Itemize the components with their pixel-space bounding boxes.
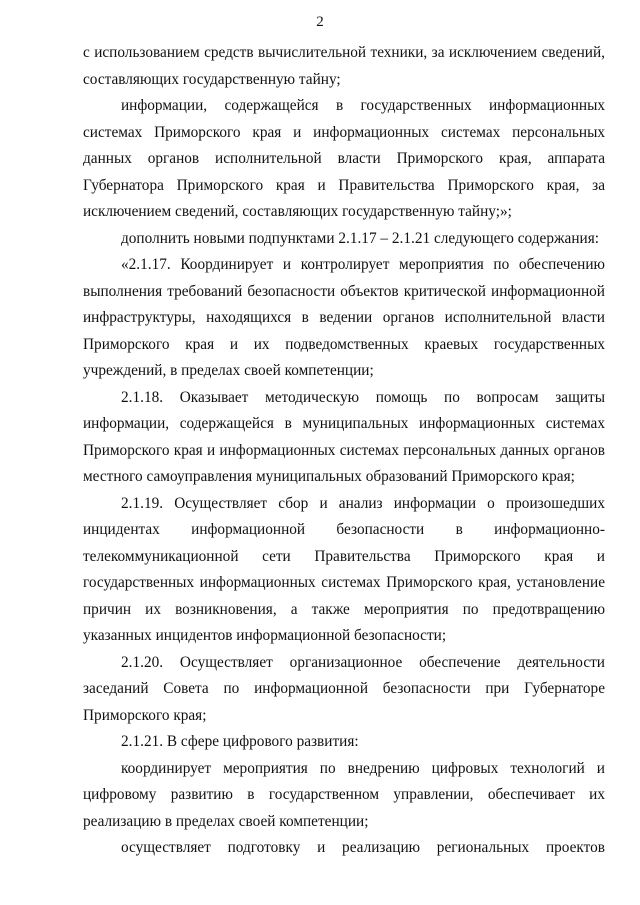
paragraph-2: информации, содержащейся в государственных информационных системах Приморского края и информационных системах персональных данных органов исполнительной власти Приморского края, аппарата Губернатора Приморского края и Правительства Приморского края, за исключением сведений, составляющих государственную тайну;»; bbox=[83, 97, 605, 220]
paragraph-5: 2.1.18. Оказывает методическую помощь по вопросам защиты информации, содержащейся в муниципальных информационных системах Приморского края и информационных системах персональных данных органов местного самоуправления муниципальных образований Приморского края; bbox=[83, 388, 605, 485]
paragraph-6: 2.1.19. Осуществляет сбор и анализ информации о произошедших инцидентах информационной безопасности в информационно-телекоммуникационной сети Правительства Приморского края и государственных информационных системах Приморского края, установление причин их возникновения, а также мероприятия по предотвращению указанных инцидентов информационной безопасности; bbox=[83, 494, 605, 644]
paragraph-9: координирует мероприятия по внедрению цифровых технологий и цифровому развитию в государственном управлении, обеспечивает их реализацию в пределах своей компетенции; bbox=[83, 759, 605, 830]
paragraph-3: дополнить новыми подпунктами 2.1.17 – 2.1.21 следующего содержания: bbox=[121, 229, 600, 247]
paragraph-8: 2.1.21. В сфере цифрового развития: bbox=[121, 733, 359, 750]
paragraph-1: с использованием средств вычислительной техники, за исключением сведений, составляющих государственную тайну; bbox=[83, 44, 605, 88]
paragraph-7: 2.1.20. Осуществляет организационное обеспечение деятельности заседаний Совета по информационной безопасности при Губернаторе Приморского края; bbox=[83, 653, 605, 724]
page-number: 2 bbox=[316, 14, 324, 30]
paragraph-10: осуществляет подготовку и реализацию региональных проектов bbox=[121, 839, 605, 856]
paragraph-4: «2.1.17. Координирует и контролирует мероприятия по обеспечению выполнения требований безопасности объектов критической информационной инфраструктуры, находящихся в ведении органов исполнительной власти Приморского края и их подведомственных краевых государственных учреждений, в пределах своей компетенции; bbox=[83, 256, 605, 379]
document-body bbox=[83, 40, 605, 862]
